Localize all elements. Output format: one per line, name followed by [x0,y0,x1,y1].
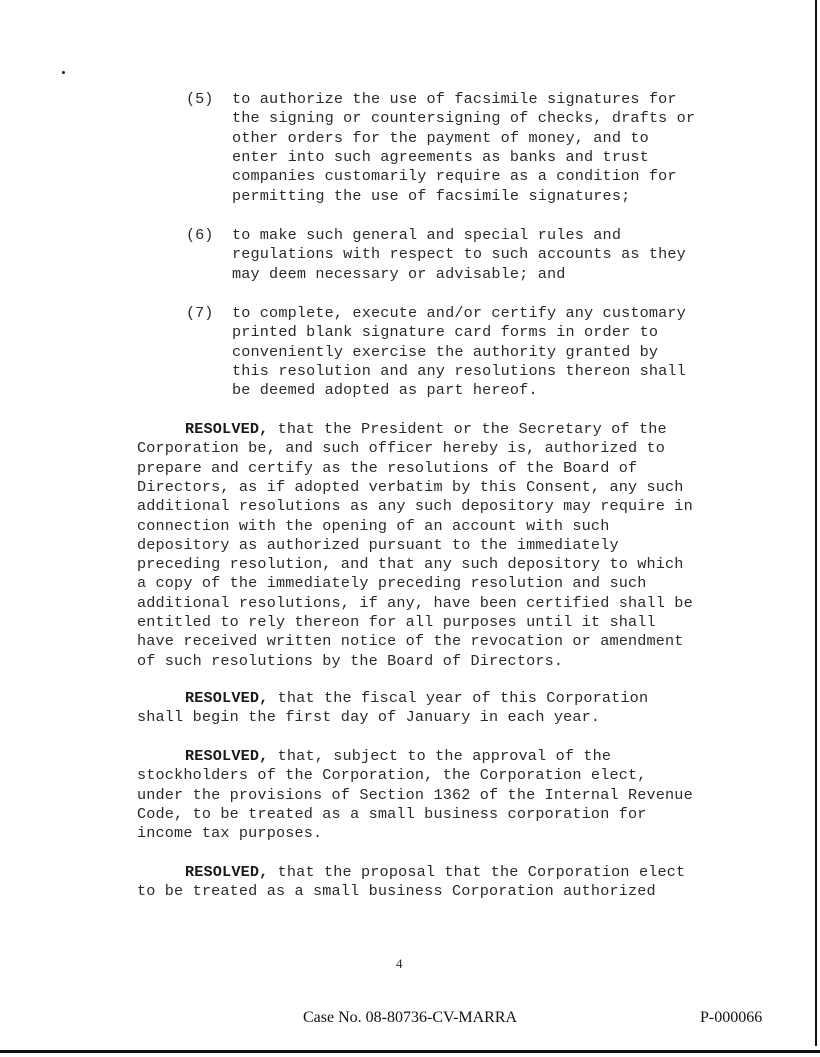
item-line: to authorize the use of facsimile signatures for [232,90,677,108]
resolved-keyword: RESOLVED, [185,420,269,438]
item-line: to complete, execute and/or certify any customary [232,304,686,322]
resolution-line: additional resolutions, if any, have been certified shall be [137,593,693,612]
resolution-text: that the proposal that the Corporation elect [268,863,686,881]
resolution-line: prepare and certify as the resolutions of the Board of [137,458,638,477]
item-number: (5) [186,90,214,108]
bates-number: P-000066 [700,1009,763,1026]
resolution-text: that the President or the Secretary of the [268,420,667,438]
resolution-line: to be treated as a small business Corporation authorized [137,882,656,901]
resolution-line: of such resolutions by the Board of Directors. [137,651,564,670]
item-line: conveniently exercise the authority granted by [232,342,659,361]
scan-edge-bottom [0,1050,820,1053]
item-line: be deemed adopted as part hereof. [232,381,538,400]
item-line: may deem necessary or advisable; and [232,264,566,283]
item-number: (7) [186,304,214,322]
item-line: this resolution and any resolutions thereon shall [232,361,686,380]
resolution-text: that, subject to the approval of the [268,747,612,765]
resolved-keyword: RESOLVED, [185,689,269,707]
item-line: permitting the use of facsimile signatures; [232,186,631,205]
resolution-first-line [185,747,611,766]
resolution-line: Corporation be, and such officer hereby is, authorized to [137,439,666,458]
resolution-first-line [185,420,667,439]
resolution-line: Directors, as if adopted verbatim by this Consent, any such [137,477,684,496]
item-line: the signing or countersigning of checks, drafts or [232,109,696,128]
item-line: other orders for the payment of money, and to [232,128,649,147]
item-line: enter into such agreements as banks and trust [232,147,649,166]
item-line: printed blank signature card forms in order to [232,323,659,342]
resolved-keyword: RESOLVED, [185,747,269,765]
scan-speck [62,71,65,74]
resolution-line: additional resolutions as any such depository may require in [137,497,693,516]
resolution-line: connection with the opening of an account with such [137,516,610,535]
item-line: companies customarily require as a condition for [232,167,677,186]
resolution-first-line [185,689,648,708]
item-line: regulations with respect to such accounts as they [232,245,686,264]
resolution-text: that the fiscal year of this Corporation [268,689,649,707]
resolution-line: income tax purposes. [137,824,323,843]
resolved-keyword: RESOLVED, [185,863,269,881]
resolution-line: under the provisions of Section 1362 of the Internal Revenue [137,785,693,804]
item-line: to make such general and special rules and [232,226,622,244]
resolution-line: entitled to rely thereon for all purposes until it shall [137,613,656,631]
resolution-line: have received written notice of the revocation or amendment [137,632,684,651]
resolution-line: depository as authorized pursuant to the immediately [137,535,619,554]
scan-edge-right [815,0,817,1046]
case-number: Case No. 08-80736-CV-MARRA [303,1009,518,1026]
resolution-line: shall begin the first day of January in each year. [137,708,601,727]
resolution-line: a copy of the immediately preceding resolution and such [137,574,647,593]
resolution-line: preceding resolution, and that any such depository to which [137,555,684,574]
resolution-first-line [185,863,685,882]
item-number: (6) [186,226,214,244]
resolution-line: stockholders of the Corporation, the Corporation elect, [137,766,647,785]
resolution-line: Code, to be treated as a small business corporation for [137,804,647,823]
page-number: 4 [396,956,403,971]
